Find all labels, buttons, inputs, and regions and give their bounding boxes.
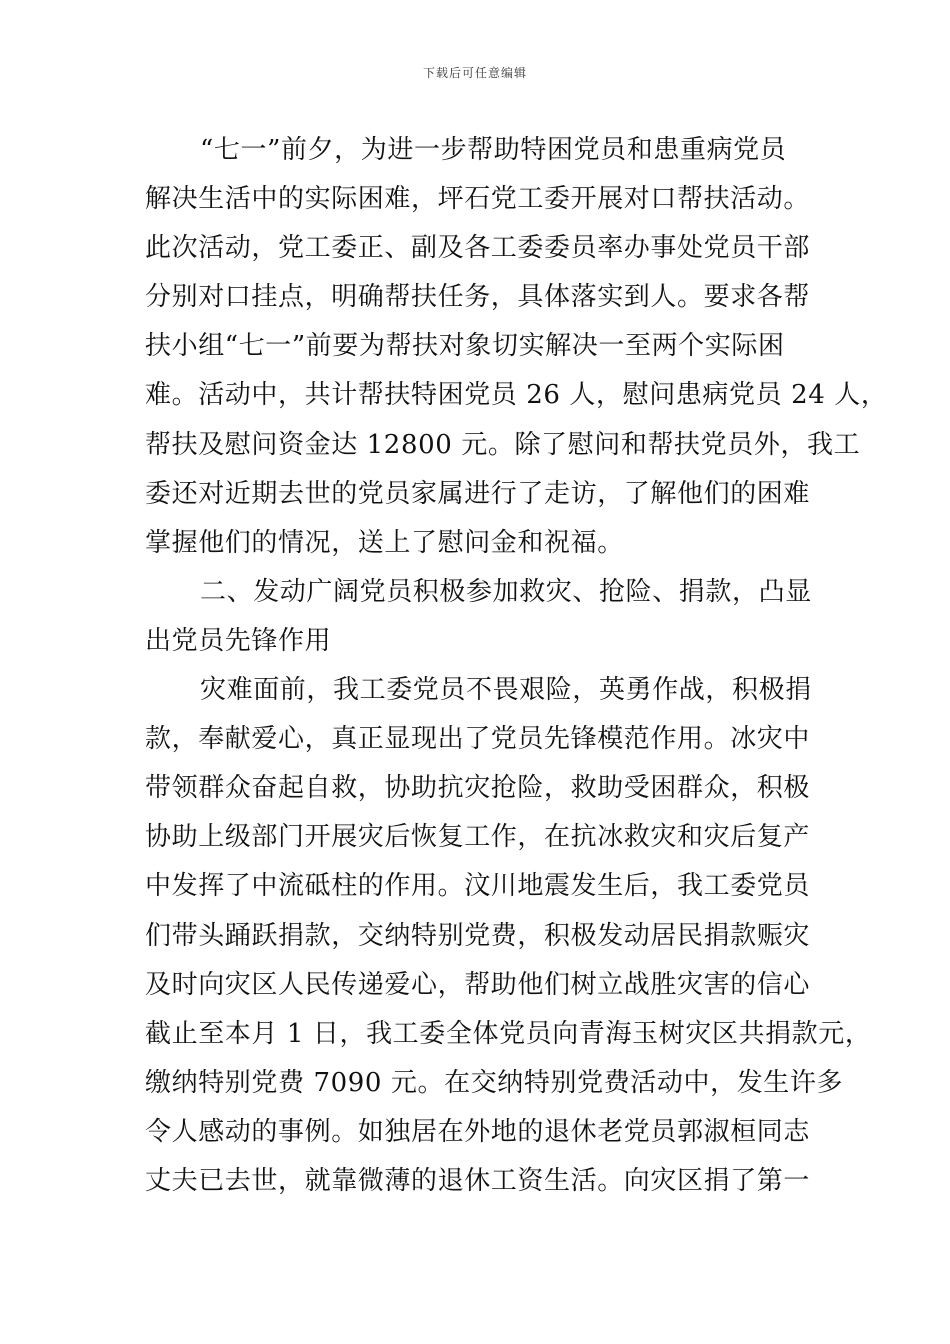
- text-line: 掌握他们的情况，送上了慰问金和祝福。: [145, 527, 624, 558]
- text-line: “七一”前夕，为进一步帮助特困党员和患重病党员: [200, 135, 787, 165]
- text-line: 缴纳特别党费 7090 元。在交纳特别党费活动中，发生许多: [145, 1067, 844, 1098]
- text-line: 分别对口挂点，明确帮扶任务，具体落实到人。要求各帮: [145, 282, 811, 313]
- text-line: 帮扶及慰问资金达 12800 元。除了慰问和帮扶党员外，我工: [145, 429, 861, 460]
- text-line: 中发挥了中流砥柱的作用。汶川地震发生后，我工委党员: [145, 871, 811, 902]
- text-line: 带领群众奋起自救，协助抗灾抢险，救助受困群众，积极: [145, 773, 811, 804]
- text-line: 解决生活中的实际困难，坪石党工委开展对口帮扶活动。: [145, 184, 811, 215]
- text-line: 二、发动广阔党员积极参加救灾、抢险、捐款，凸显: [200, 576, 812, 607]
- text-line: 及时向灾区人民传递爱心，帮助他们树立战胜灾害的信心: [145, 969, 811, 1000]
- document-body: [145, 126, 888, 1206]
- text-line: 截止至本月 1 日，我工委全体党员向青海玉树灾区共捐款元，: [145, 1018, 872, 1049]
- text-line: 令人感动的事例。如独居在外地的退休老党员郭淑桓同志: [145, 1116, 811, 1147]
- text-line: 出党员先锋作用: [145, 625, 332, 656]
- header-note: 下载后可任意编辑: [422, 66, 527, 80]
- text-line: 们带头踊跃捐款，交纳特别党费，积极发动居民捐款赈灾: [145, 920, 811, 951]
- text-line: 丈夫已去世，就靠微薄的退休工资生活。向灾区捐了第一: [145, 1165, 811, 1196]
- text-line: 委还对近期去世的党员家属进行了走访，了解他们的困难: [145, 478, 811, 509]
- text-line: 此次活动，党工委正、副及各工委委员率办事处党员干部: [145, 233, 811, 264]
- text-line: 难。活动中，共计帮扶特困党员 26 人，慰问患病党员 24 人，: [145, 380, 888, 411]
- text-line: 协助上级部门开展灾后恢复工作，在抗冰救灾和灾后复产: [145, 822, 811, 853]
- text-line: 灾难面前，我工委党员不畏艰险，英勇作战，积极捐: [200, 675, 812, 706]
- text-line: 款，奉献爱心，真正显现出了党员先锋模范作用。冰灾中: [145, 724, 811, 755]
- text-line: 扶小组“七一”前要为帮扶对象切实解决一至两个实际困: [145, 331, 785, 362]
